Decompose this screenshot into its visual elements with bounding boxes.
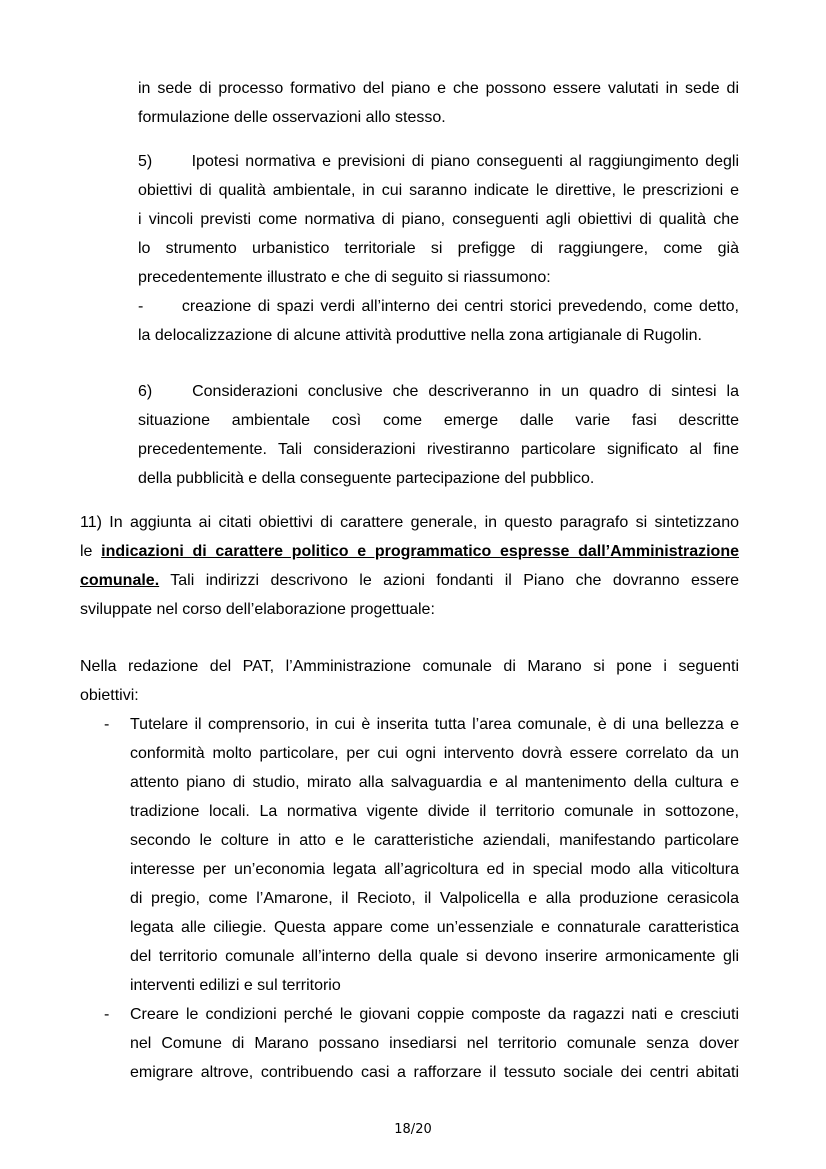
text-line: conformità molto particolare, per cui ogni intervento dovrà essere correlato da un xyxy=(130,745,739,762)
text-line: precedentemente. Tali considerazioni rivestiranno particolare significato al fine xyxy=(138,441,739,458)
text-line: obiettivi di qualità ambientale, in cui saranno indicate le direttive, le prescrizioni e xyxy=(138,182,739,199)
text-line xyxy=(80,537,739,566)
bullet-item xyxy=(130,1000,739,1087)
text-line: interesse per un’economia legata all’agricoltura ed in special modo alla viticoltura xyxy=(130,861,739,878)
item-5-paragraph xyxy=(138,147,739,350)
bullet-dash: - xyxy=(104,1006,110,1023)
text-line: formulazione delle osservazioni allo stesso. xyxy=(138,109,446,126)
emphasis-text: comunale. xyxy=(80,572,160,589)
page-number: 18/20 xyxy=(394,1122,432,1137)
text-line: Nella redazione del PAT, l’Amministrazione comunale di Marano si pone i seguenti xyxy=(80,658,739,675)
text-line: la delocalizzazione di alcune attività produttive nella zona artigianale di Rugolin. xyxy=(138,327,702,344)
emphasis-text: indicazioni di carattere politico e programmatico espresse dall’Amministrazione xyxy=(101,543,739,560)
text-line: del territorio comunale all’interno della quale si devono inserire armonicamente gli xyxy=(130,948,739,965)
text-line: emigrare altrove, contribuendo casi a rafforzare il tessuto sociale dei centri abitati xyxy=(130,1064,739,1081)
text-line: in sede di processo formativo del piano e che possono essere valutati in sede di xyxy=(138,80,739,97)
text-fragment: le xyxy=(80,543,102,560)
text-line: interventi edilizi e sul territorio xyxy=(130,977,341,994)
text-line: tradizione locali. La normativa vigente divide il territorio comunale in sottozone, xyxy=(130,803,739,820)
text-line: attento piano di studio, mirato alla salvaguardia e al mantenimento della cultura e xyxy=(130,774,739,791)
intro-paragraph xyxy=(80,652,739,710)
bullet-item xyxy=(130,710,739,1000)
text-line: Creare le condizioni perché le giovani coppie composte da ragazzi nati e cresciuti xyxy=(130,1006,739,1023)
text-line: Tutelare il comprensorio, in cui è inserita tutta l’area comunale, è di una bellezza e xyxy=(130,716,739,733)
text-line: nel Comune di Marano possano insediarsi nel territorio comunale senza dover xyxy=(130,1035,739,1052)
text-line: della pubblicità e della conseguente partecipazione del pubblico. xyxy=(138,470,595,487)
text-line: legata alle ciliegie. Questa appare come un’essenziale e connaturale caratteristica xyxy=(130,919,739,936)
text-line: di pregio, come l’Amarone, il Recioto, il Valpolicella e alla produzione cerasicola xyxy=(130,890,739,907)
item-5-heading-line: 5) Ipotesi normativa e previsioni di piano conseguenti al raggiungimento degli xyxy=(138,153,739,170)
text-line: sviluppate nel corso dell’elaborazione progettuale: xyxy=(80,601,435,618)
bullet-dash: - xyxy=(104,716,110,733)
text-line xyxy=(80,566,739,595)
text-line: i vincoli previsti come normativa di piano, conseguenti agli obiettivi di qualità che xyxy=(138,211,739,228)
text-line: secondo le colture in atto e le caratteristiche aziendali, manifestando particolare xyxy=(130,832,739,849)
text-fragment: Tali indirizzi descrivono le azioni fondanti il Piano che dovranno essere xyxy=(159,572,739,589)
text-line: situazione ambientale così come emerge dalle varie fasi descritte xyxy=(138,412,739,429)
text-line: obiettivi: xyxy=(80,687,139,704)
item-6-heading-line: 6) Considerazioni conclusive che descriveranno in un quadro di sintesi la xyxy=(138,383,739,400)
text-line: 11) In aggiunta ai citati obiettivi di carattere generale, in questo paragrafo si sintetizzano xyxy=(80,514,739,531)
continuation-paragraph xyxy=(138,74,739,132)
text-line: lo strumento urbanistico territoriale si prefigge di raggiungere, come già xyxy=(138,240,739,257)
sub-bullet-line: - creazione di spazi verdi all’interno dei centri storici prevedendo, come detto, xyxy=(138,298,739,315)
text-line: precedentemente illustrato e che di seguito si riassumono: xyxy=(138,269,551,286)
section-11-paragraph xyxy=(80,508,739,624)
item-6-paragraph xyxy=(138,377,739,493)
